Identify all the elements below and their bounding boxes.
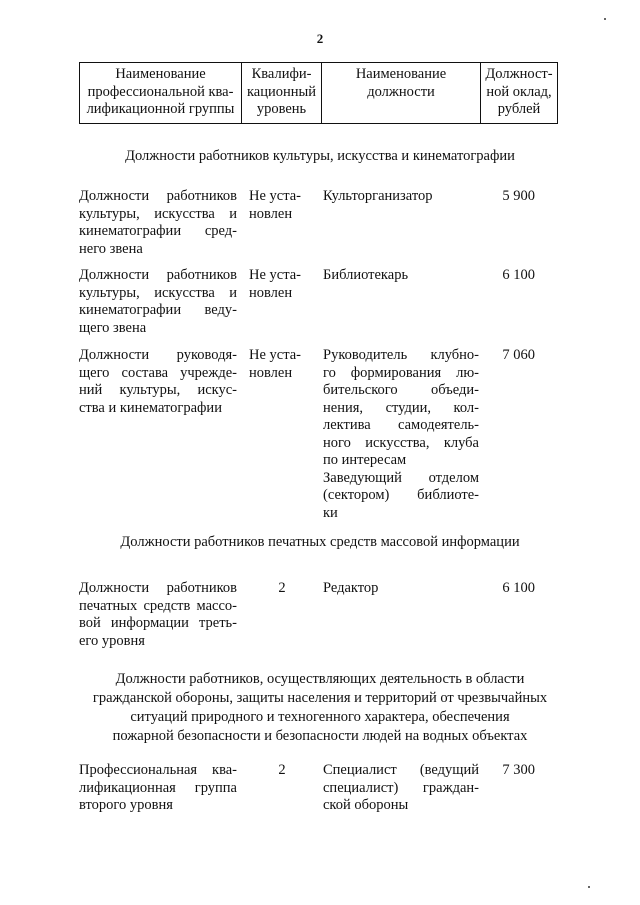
section-title-culture: Должности работников культуры, искусства и кинематографии bbox=[125, 148, 515, 164]
scan-speck bbox=[588, 886, 590, 888]
row-salary: 7 060 bbox=[502, 347, 535, 363]
row-position-name: Библиотекарь bbox=[323, 267, 409, 283]
header-position-name: Наименование должности bbox=[322, 63, 481, 124]
row-position-name: Культорганизатор bbox=[323, 188, 433, 204]
row-salary: 6 100 bbox=[502, 267, 535, 283]
scan-speck bbox=[604, 18, 606, 20]
row-position-name: Руководитель клубно- го формирования лю- бительского объеди- нения, студии, кол- лектива самодеятель- ного искусства, клуба по интересам Заведующий отделом (сектором) библиоте- ки bbox=[323, 347, 479, 521]
row-qualification-level: Не уста- новлен bbox=[249, 188, 301, 222]
header-qualification-level: Квалифи- кационный уровень bbox=[242, 63, 322, 124]
section-title-print-media: Должности работников печатных средств массовой информации bbox=[120, 534, 520, 550]
table-header bbox=[79, 62, 558, 124]
row-position-name: Редактор bbox=[323, 580, 379, 596]
row-qualification-level: Не уста- новлен bbox=[249, 267, 301, 301]
row-salary: 7 300 bbox=[502, 762, 535, 778]
section-title-civil-defense: Должности работников, осуществляющих деятельность в области гражданской обороны, защиты населения и территорий от чрезвычайных ситуаций природного и техногенного характера, обеспечения пожарной безопасности и безопасности людей на водных объектах bbox=[92, 671, 548, 744]
row-salary: 6 100 bbox=[502, 580, 535, 596]
row-salary: 5 900 bbox=[502, 188, 535, 204]
row-qualification-level: Не уста- новлен bbox=[249, 347, 301, 381]
header-group-name: Наименование профессиональной ква- лификационной группы bbox=[80, 63, 242, 124]
row-group-name: Должности работников печатных средств массо- вой информации треть- его уровня bbox=[79, 580, 237, 649]
page-number: 2 bbox=[316, 31, 324, 46]
row-group-name: Профессиональная ква- лификационная группа второго уровня bbox=[79, 762, 237, 813]
row-group-name: Должности работников культуры, искусства и кинематографии сред- него звена bbox=[79, 188, 237, 257]
row-qualification-level: 2 bbox=[278, 580, 286, 596]
row-group-name: Должности руководя- щего состава учрежде- ний культуры, искус- ства и кинематографии bbox=[79, 347, 237, 416]
row-position-name: Специалист (ведущий специалист) граждан- ской обороны bbox=[323, 762, 479, 813]
header-salary: Должност- ной оклад, рублей bbox=[481, 63, 558, 124]
row-group-name: Должности работников культуры, искусства и кинематографии веду- щего звена bbox=[79, 267, 237, 336]
row-qualification-level: 2 bbox=[278, 762, 286, 778]
